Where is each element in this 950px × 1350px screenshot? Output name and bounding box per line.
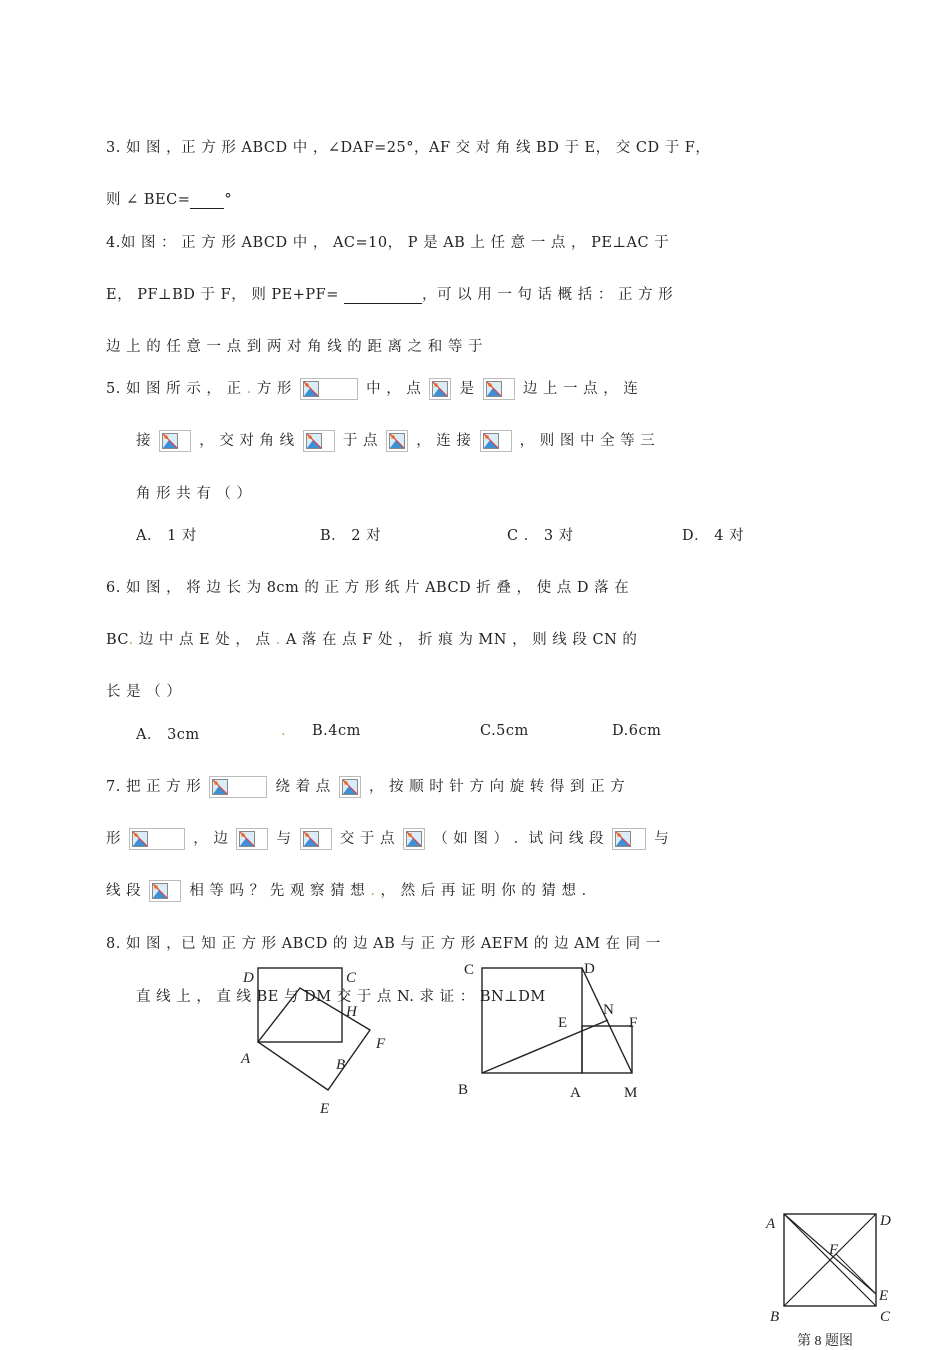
q5-line3: 角 形 共 有 （ ） [136, 486, 252, 502]
image-placeholder-icon [339, 776, 361, 798]
q7-dot: . [370, 883, 376, 899]
q3-line2-degree: ° [224, 192, 233, 208]
q7-line2-c: 与 [276, 831, 292, 847]
image-placeholder-icon [300, 828, 332, 850]
fig8-label-d: D [584, 961, 595, 977]
image-placeholder-icon [612, 828, 646, 850]
fig-small-label-f: F [829, 1242, 839, 1258]
image-placeholder-icon [483, 378, 515, 400]
q6-line1: 6. 如 图 ， 将 边 长 为 8cm 的 正 方 形 纸 片 ABCD 折 叠 ， 使 点 D 落 在 [106, 580, 630, 596]
image-placeholder-icon [403, 828, 425, 850]
fig-small-label-a: A [766, 1216, 776, 1232]
q6-line2-a: BC [106, 632, 129, 648]
image-placeholder-icon [129, 828, 185, 850]
q5-line1-d: 是 [459, 381, 475, 397]
q7-line3-c: ， 然 后 再 证 明 你 的 猜 想 ． [380, 883, 597, 899]
line-dm [582, 968, 632, 1073]
q6-line2 [106, 628, 637, 649]
q5-line2 [136, 429, 655, 452]
q6-line2-c: A 落 在 点 F 处 ， 折 痕 为 MN ， 则 线 段 CN 的 [285, 632, 638, 648]
q8-line2: 直 线 上 ， 直 线 BE 与 DM 交 于 点 N. 求 证 ： BN⊥DM [136, 989, 546, 1005]
q6-option-c: C.5cm [480, 723, 529, 739]
q3-line2 [106, 188, 232, 209]
fig-rot-label-d: D [243, 970, 254, 986]
fig8-label-b: B [458, 1082, 469, 1098]
q5-option-c: C ． 3 对 [507, 528, 574, 544]
image-placeholder-icon [480, 430, 512, 452]
q7-line2-d: 交 于 点 [339, 831, 395, 847]
q7-line1-a: 7. 把 正 方 形 [106, 779, 202, 795]
q6-option-b: B.4cm [312, 723, 361, 739]
small-square-figure [780, 1210, 880, 1310]
q7-line1 [106, 775, 625, 798]
q6-line3: 长 是 （ ） [106, 684, 182, 700]
q5-line1 [106, 377, 638, 400]
image-placeholder-icon [236, 828, 268, 850]
q7-line2-b: ， 边 [193, 831, 229, 847]
q5-option-d: D． 4 对 [682, 528, 745, 544]
image-placeholder-icon [386, 430, 408, 452]
image-placeholder-icon [159, 430, 191, 452]
q6-dot: . [281, 723, 287, 739]
q5-line2-e: ， 则 图 中 全 等 三 [519, 433, 656, 449]
q3-answer-blank [190, 192, 224, 209]
q7-line2 [106, 827, 669, 850]
image-placeholder-icon [429, 378, 451, 400]
image-placeholder-icon [209, 776, 267, 798]
line-be [482, 1020, 608, 1073]
q4-answer-blank [344, 287, 422, 304]
fig8-label-m: M [624, 1085, 638, 1101]
q4-line2-rest: ，可 以 用 一 句 话 概 括 ： 正 方 形 [422, 287, 674, 303]
q5-option-b: B． 2 对 [320, 528, 382, 544]
q4-line1 [106, 231, 669, 252]
fig-rot-label-a: A [241, 1051, 251, 1067]
q6-dot: . [128, 632, 134, 648]
fig-rot-label-e: E [320, 1101, 330, 1117]
q4-line2 [106, 283, 673, 304]
q3-line2-text: 则 ∠ BEC= [106, 192, 191, 208]
q7-line2-a: 形 [106, 831, 121, 847]
q7-line2-f: 与 [654, 831, 670, 847]
fig-small-caption: 第 8 题图 [797, 1334, 853, 1349]
q7-line3-a: 线 段 [106, 883, 142, 899]
fig-rot-label-c: C [346, 970, 357, 986]
image-placeholder-icon [303, 430, 335, 452]
fig-small-label-b: B [770, 1309, 780, 1325]
q4-line3: 边 上 的 任 意 一 点 到 两 对 角 线 的 距 离 之 和 等 于 [106, 339, 483, 355]
q6-option-d: D.6cm [612, 723, 662, 739]
q5-dot: . [246, 381, 252, 397]
q5-line2-b: ， 交 对 角 线 [199, 433, 295, 449]
q8-line1: 8. 如 图 ，已 知 正 方 形 ABCD 的 边 AB 与 正 方 形 AEFM 的 边 AM 在 同 一 [106, 936, 661, 952]
fig-small-label-e: E [879, 1288, 889, 1304]
fig-rot-label-b: B [336, 1057, 346, 1073]
q7-line3 [106, 879, 597, 902]
fig8-label-f: F [629, 1015, 638, 1031]
image-placeholder-icon [300, 378, 358, 400]
q6-line2-b: 边 中 点 E 处 ， 点 [138, 632, 271, 648]
q4-number: 4 [106, 235, 116, 251]
q3-line1: 3. 如 图 ，正 方 形 ABCD 中 ，∠DAF=25°，AF 交 对 角 线 BD 于 E， 交 CD 于 F， [106, 140, 711, 156]
q7-line1-b: 绕 着 点 [275, 779, 331, 795]
q5-line1-e: 边 上 一 点 ， 连 [522, 381, 639, 397]
q5-line2-d: ， 连 接 [416, 433, 472, 449]
image-placeholder-icon [149, 880, 181, 902]
square-aefm [582, 1026, 632, 1073]
q5-line2-c: 于 点 [342, 433, 378, 449]
fig-rot-label-h: H [346, 1004, 357, 1020]
fig-rot-label-f: F [376, 1036, 386, 1052]
q5-line1-c: 中 ， 点 [366, 381, 422, 397]
fig8-label-n: N [603, 1002, 614, 1018]
q4-line2-text: E， PF⊥BD 于 F， 则 PE+PF= [106, 287, 339, 303]
q5-line1-b: 方 形 [256, 381, 292, 397]
line-ef [836, 1254, 876, 1294]
q5-line1-a: 5. 如 图 所 示 ， 正 [106, 381, 242, 397]
fig-small-label-d: D [880, 1213, 891, 1229]
q4-line1-text: .如 图 ： 正 方 形 ABCD 中 ， AC=10， P 是 AB 上 任 意 一 点 ， PE⊥AC 于 [115, 235, 670, 251]
q6-option-a: A． 3cm [136, 727, 200, 743]
q6-dot: . [275, 632, 281, 648]
fig8-label-c: C [464, 962, 475, 978]
q7-line2-e: （ 如 图 ） ．试 问 线 段 [433, 831, 604, 847]
q7-line3-b: 相 等 吗 ？ 先 观 察 猜 想 [189, 883, 366, 899]
q5-option-a: A． 1 对 [136, 528, 197, 544]
q7-line1-c: ， 按 顺 时 针 方 向 旋 转 得 到 正 方 [368, 779, 626, 795]
fig8-label-a: A [570, 1085, 581, 1101]
q5-line2-a: 接 [136, 433, 151, 449]
fig8-label-e: E [558, 1015, 568, 1031]
fig-small-label-c: C [880, 1309, 891, 1325]
